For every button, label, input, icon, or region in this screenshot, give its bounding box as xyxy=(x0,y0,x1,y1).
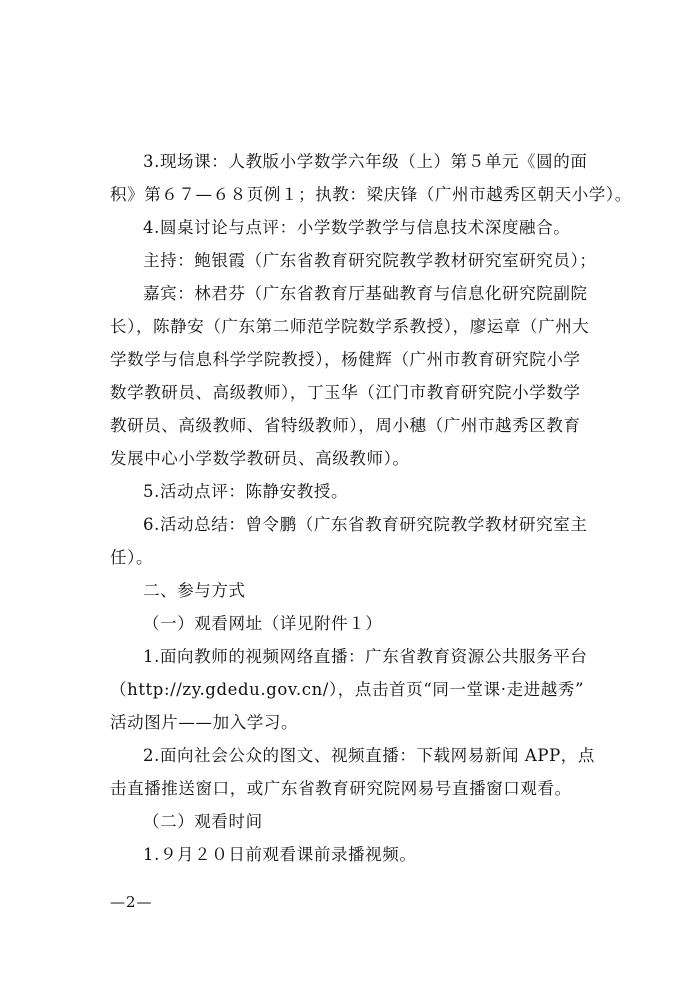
text-line-3: 4.圆桌讨论与点评：小学数学教学与信息技术深度融合。 xyxy=(143,218,571,237)
text-line-13: 任）。 xyxy=(110,548,154,567)
text-line-19: 2.面向社会公众的图文、视频直播：下载网易新闻 APP，点 xyxy=(143,746,596,765)
subsection-heading-viewing-url: （一）观看网址（详见附件１） xyxy=(143,614,383,633)
text-line-2: 积》第６７—６８页例１；执教：梁庆锋（广州市越秀区朝天小学）。 xyxy=(110,185,632,204)
text-line-4: 主持：鲍银霞（广东省教育研究院教学教材研究室研究员）； xyxy=(143,251,597,270)
subsection-heading-viewing-time: （二）观看时间 xyxy=(143,812,263,831)
text-line-8: 数学教研员、高级教师），丁玉华（江门市教育研究院小学数学 xyxy=(110,383,581,402)
text-line-7: 学数学与信息科学学院教授），杨健辉（广州市教育研究院小学 xyxy=(110,350,581,369)
text-line-12: 6.活动总结：曾令鹏（广东省教育研究院教学教材研究室主 xyxy=(143,515,588,534)
text-line-5: 嘉宾：林君芬（广东省教育厅基础教育与信息化研究院副院 xyxy=(143,284,588,303)
text-line-11: 5.活动点评：陈静安教授。 xyxy=(143,482,349,501)
section-heading-participation: 二、参与方式 xyxy=(143,581,246,600)
page-number: —2— xyxy=(110,893,153,911)
text-line-22: 1.９月２０日前观看课前录播视频。 xyxy=(143,845,417,864)
text-line-9: 教研员、高级教师、省特级教师），周小穗（广州市越秀区教育 xyxy=(110,416,581,435)
text-line-17: （http://zy.gdedu.gov.cn/），点击首页“同一堂课·走进越秀” xyxy=(110,680,585,699)
text-line-20: 击直播推送窗口，或广东省教育研究院网易号直播窗口观看。 xyxy=(110,779,572,798)
text-line-18: 活动图片——加入学习。 xyxy=(110,713,299,732)
text-line-6: 长），陈静安（广东第二师范学院数学系教授），廖运章（广州大 xyxy=(110,317,590,336)
text-line-16: 1.面向教师的视频网络直播：广东省教育资源公共服务平台 xyxy=(143,647,588,666)
text-line-10: 发展中心小学数学教研员、高级教师）。 xyxy=(110,449,410,468)
text-line-1: 3.现场课：人教版小学数学六年级（上）第５单元《圆的面 xyxy=(143,152,588,171)
